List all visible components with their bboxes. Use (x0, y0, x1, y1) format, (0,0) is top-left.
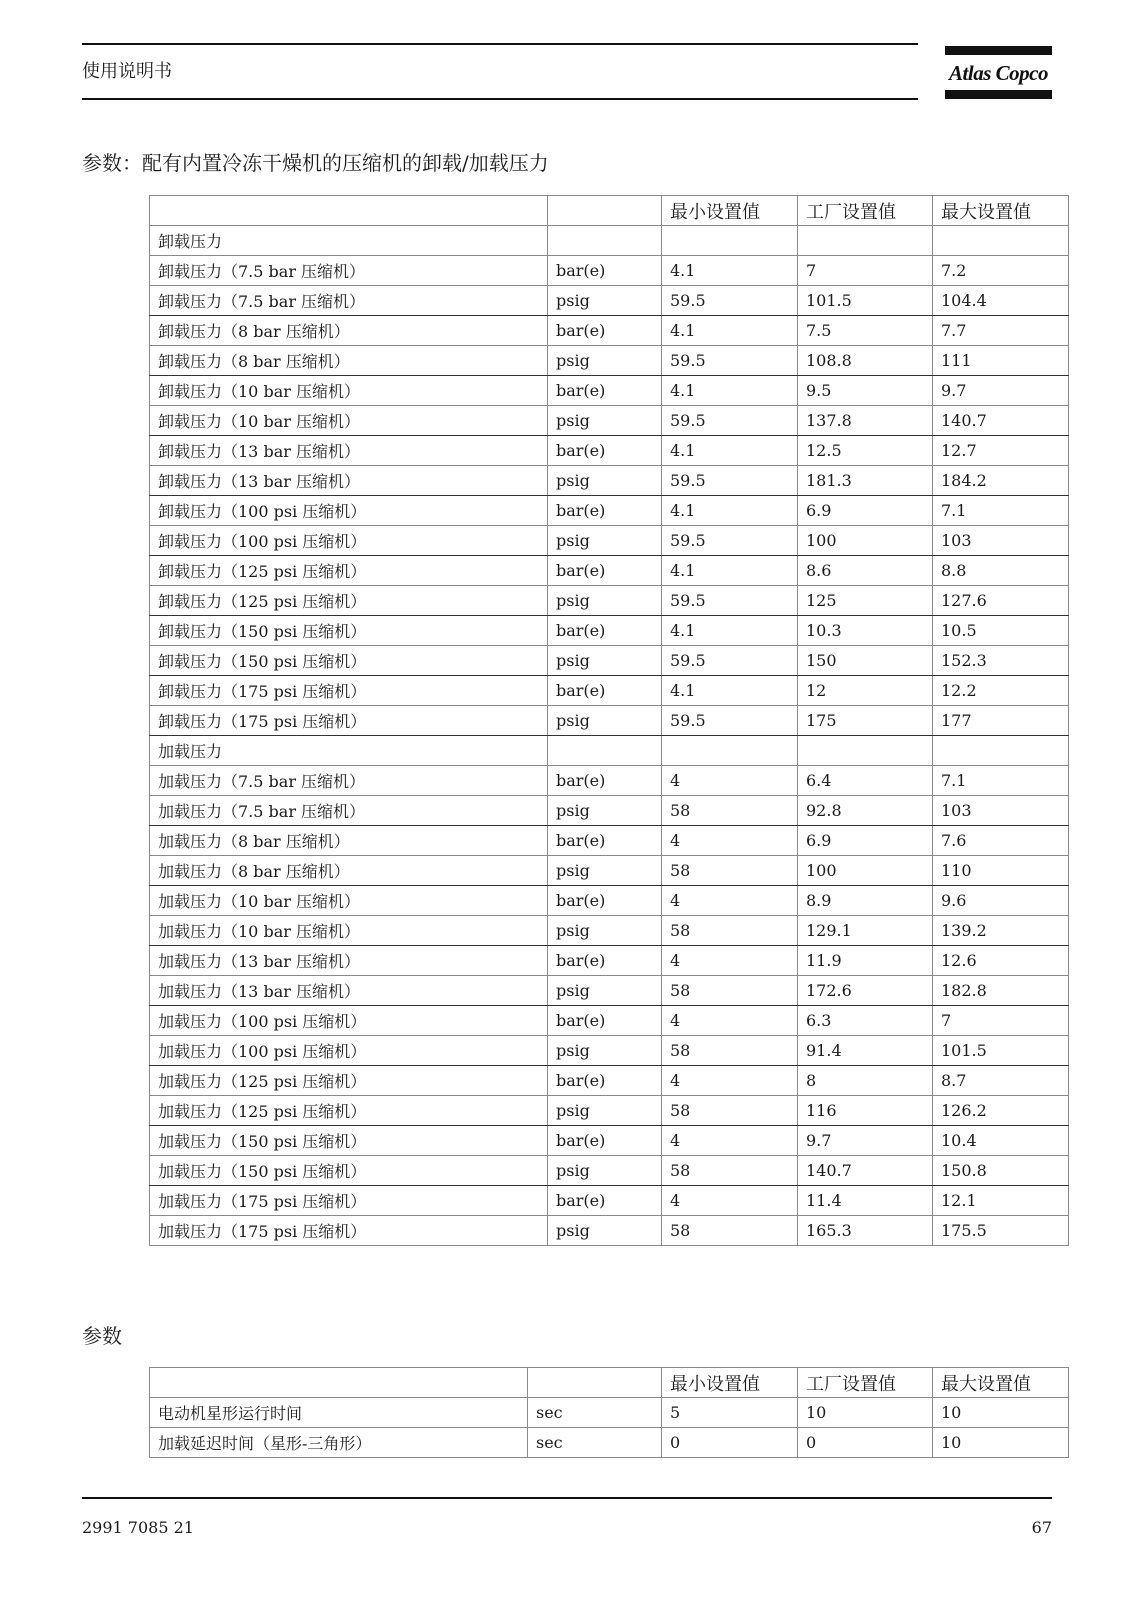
table-cell: 58 (662, 796, 798, 826)
table-cell: 4 (662, 946, 798, 976)
table-row (150, 286, 1069, 316)
section-title-unload-load-pressure: 参数：配有内置冷冻干燥机的压缩机的卸载/加载压力 (82, 151, 549, 175)
logo-top-bar (945, 46, 1052, 55)
table-cell: psig (548, 1096, 662, 1126)
table-cell: 100 (798, 856, 933, 886)
table-cell: 4 (662, 826, 798, 856)
table-row (150, 436, 1069, 466)
table-cell: 加载压力（125 psi 压缩机） (150, 1066, 548, 1096)
table-row (150, 976, 1069, 1006)
table-cell: 150.8 (933, 1156, 1069, 1186)
table-row (150, 796, 1069, 826)
table-cell: 59.5 (662, 406, 798, 436)
table-cell: 127.6 (933, 586, 1069, 616)
column-header (150, 196, 548, 226)
table-cell: bar(e) (548, 946, 662, 976)
table-cell: 加载压力（13 bar 压缩机） (150, 976, 548, 1006)
table-cell: 加载压力（150 psi 压缩机） (150, 1126, 548, 1156)
table-row (150, 1036, 1069, 1066)
table-cell: 7 (933, 1006, 1069, 1036)
table-cell: 卸载压力（125 psi 压缩机） (150, 586, 548, 616)
table-cell: 卸载压力 (150, 226, 548, 256)
table-cell: 58 (662, 1036, 798, 1066)
table-cell: 卸载压力（125 psi 压缩机） (150, 556, 548, 586)
table-cell: 4 (662, 766, 798, 796)
table-cell: 加载压力（175 psi 压缩机） (150, 1186, 548, 1216)
table-cell: 8.6 (798, 556, 933, 586)
table-cell: bar(e) (548, 1066, 662, 1096)
table-cell: 125 (798, 586, 933, 616)
table-cell: 8.9 (798, 886, 933, 916)
table-cell: 137.8 (798, 406, 933, 436)
atlas-copco-logo (945, 46, 1052, 101)
section-title-parameters: 参数 (82, 1324, 122, 1348)
unload-load-pressure-table (149, 195, 1069, 1246)
table-row (150, 406, 1069, 436)
table-cell (662, 736, 798, 766)
table-row (150, 1428, 1069, 1458)
table-cell: psig (548, 286, 662, 316)
table-cell: 9.7 (798, 1126, 933, 1156)
table-cell: 58 (662, 916, 798, 946)
table-cell: psig (548, 706, 662, 736)
table-cell: 0 (662, 1428, 798, 1458)
table-cell: 10 (933, 1398, 1069, 1428)
table-cell: 6.4 (798, 766, 933, 796)
table-cell: 177 (933, 706, 1069, 736)
table-row (150, 316, 1069, 346)
table-cell: 4 (662, 1126, 798, 1156)
table-cell: 卸载压力（175 psi 压缩机） (150, 676, 548, 706)
table-cell: 59.5 (662, 706, 798, 736)
table-cell: 10.3 (798, 616, 933, 646)
table-row (150, 526, 1069, 556)
column-header: 最小设置值 (662, 1368, 798, 1398)
table-cell: 101.5 (933, 1036, 1069, 1066)
table-cell: 184.2 (933, 466, 1069, 496)
table-cell: 104.4 (933, 286, 1069, 316)
table-cell: 加载延迟时间（星形-三角形） (150, 1428, 528, 1458)
table-cell (798, 226, 933, 256)
table-cell: 7.2 (933, 256, 1069, 286)
table-cell: 7.1 (933, 766, 1069, 796)
table-cell: psig (548, 466, 662, 496)
table-cell: 5 (662, 1398, 798, 1428)
table-header-row (150, 1368, 1069, 1398)
table-row (150, 496, 1069, 526)
table-cell: 58 (662, 1096, 798, 1126)
column-header: 最大设置值 (933, 1368, 1069, 1398)
table-row (150, 226, 1069, 256)
table-cell: 8.8 (933, 556, 1069, 586)
table-cell: 152.3 (933, 646, 1069, 676)
table-cell: bar(e) (548, 1186, 662, 1216)
table-cell: 4 (662, 1066, 798, 1096)
table-cell: bar(e) (548, 436, 662, 466)
table-row (150, 856, 1069, 886)
table-cell: sec (528, 1398, 662, 1428)
table-cell: 58 (662, 976, 798, 1006)
table-cell: 卸载压力（8 bar 压缩机） (150, 346, 548, 376)
logo-bottom-bar (945, 90, 1052, 99)
table-cell: 11.4 (798, 1186, 933, 1216)
table-cell: bar(e) (548, 556, 662, 586)
footer-rule (82, 1497, 1052, 1499)
table-row (150, 946, 1069, 976)
table-cell: 电动机星形运行时间 (150, 1398, 528, 1428)
table-row (150, 466, 1069, 496)
table-row (150, 1186, 1069, 1216)
table-cell: 10.5 (933, 616, 1069, 646)
table-cell: psig (548, 856, 662, 886)
document-number: 2991 7085 21 (82, 1518, 194, 1537)
table-row (150, 766, 1069, 796)
table-cell (548, 736, 662, 766)
table-cell: 103 (933, 526, 1069, 556)
table-cell: 4.1 (662, 436, 798, 466)
table-cell: 4 (662, 886, 798, 916)
table-row (150, 916, 1069, 946)
table-cell: 加载压力（7.5 bar 压缩机） (150, 766, 548, 796)
table-cell: 59.5 (662, 526, 798, 556)
table-cell: 加载压力（100 psi 压缩机） (150, 1006, 548, 1036)
table-cell: 10 (798, 1398, 933, 1428)
table-cell: 111 (933, 346, 1069, 376)
table-cell: 59.5 (662, 586, 798, 616)
table-cell: 4 (662, 1186, 798, 1216)
table-cell: psig (548, 526, 662, 556)
table-cell: 12 (798, 676, 933, 706)
table-row (150, 736, 1069, 766)
column-header: 最大设置值 (933, 196, 1069, 226)
table-cell: 59.5 (662, 466, 798, 496)
table-cell: 91.4 (798, 1036, 933, 1066)
table-cell: 加载压力（13 bar 压缩机） (150, 946, 548, 976)
table-row (150, 676, 1069, 706)
table-cell: psig (548, 346, 662, 376)
table-cell: 129.1 (798, 916, 933, 946)
table-row (150, 1156, 1069, 1186)
table-cell: 加载压力 (150, 736, 548, 766)
table-row (150, 256, 1069, 286)
table-cell: sec (528, 1428, 662, 1458)
table-cell: 58 (662, 1156, 798, 1186)
table-cell: 11.9 (798, 946, 933, 976)
table-cell: 9.5 (798, 376, 933, 406)
table-cell: 4.1 (662, 616, 798, 646)
table-cell: 卸载压力（13 bar 压缩机） (150, 466, 548, 496)
table-cell (933, 226, 1069, 256)
column-header: 最小设置值 (662, 196, 798, 226)
page-number: 67 (1031, 1518, 1052, 1537)
table-row (150, 1126, 1069, 1156)
table-row (150, 616, 1069, 646)
table-cell: 加载压力（7.5 bar 压缩机） (150, 796, 548, 826)
table-cell: 9.7 (933, 376, 1069, 406)
table-cell: 9.6 (933, 886, 1069, 916)
table-cell: bar(e) (548, 676, 662, 706)
table-cell: psig (548, 1216, 662, 1246)
table-cell (798, 736, 933, 766)
table-cell: 卸载压力（100 psi 压缩机） (150, 526, 548, 556)
table-row (150, 1066, 1069, 1096)
table-cell: 卸载压力（100 psi 压缩机） (150, 496, 548, 526)
table-cell: 172.6 (798, 976, 933, 1006)
table-row (150, 346, 1069, 376)
table-cell: 7.6 (933, 826, 1069, 856)
column-header (150, 1368, 528, 1398)
table-cell: 卸载压力（150 psi 压缩机） (150, 646, 548, 676)
table-row (150, 556, 1069, 586)
table-row (150, 706, 1069, 736)
table-cell: 卸载压力（175 psi 压缩机） (150, 706, 548, 736)
table-cell: psig (548, 796, 662, 826)
logo-wordmark: Atlas Copco (949, 61, 1048, 85)
table-cell: 4.1 (662, 676, 798, 706)
table-row (150, 586, 1069, 616)
table-cell: 59.5 (662, 286, 798, 316)
table-cell: 103 (933, 796, 1069, 826)
table-cell: 加载压力（125 psi 压缩机） (150, 1096, 548, 1126)
table-cell: 110 (933, 856, 1069, 886)
table-cell: 175 (798, 706, 933, 736)
table-cell: 卸载压力（10 bar 压缩机） (150, 376, 548, 406)
document-title: 使用说明书 (82, 61, 172, 82)
table-cell: 59.5 (662, 346, 798, 376)
table-cell: 6.9 (798, 826, 933, 856)
parameters-table (149, 1367, 1069, 1458)
table-cell: 4 (662, 1006, 798, 1036)
table-cell: 6.9 (798, 496, 933, 526)
table-cell: 卸载压力（13 bar 压缩机） (150, 436, 548, 466)
table-header-row (150, 196, 1069, 226)
table-cell: 卸载压力（7.5 bar 压缩机） (150, 256, 548, 286)
table-cell: 加载压力（10 bar 压缩机） (150, 916, 548, 946)
table-cell: psig (548, 976, 662, 1006)
table-cell: 10.4 (933, 1126, 1069, 1156)
table-cell: 卸载压力（8 bar 压缩机） (150, 316, 548, 346)
table-row (150, 1096, 1069, 1126)
table-cell: 126.2 (933, 1096, 1069, 1126)
table-cell: 140.7 (798, 1156, 933, 1186)
table-cell: 8.7 (933, 1066, 1069, 1096)
column-header: 工厂设置值 (798, 196, 933, 226)
table-cell: 175.5 (933, 1216, 1069, 1246)
table-cell: 108.8 (798, 346, 933, 376)
table-cell: 4.1 (662, 256, 798, 286)
table-cell: 59.5 (662, 646, 798, 676)
table-cell: bar(e) (548, 886, 662, 916)
table-cell: bar(e) (548, 496, 662, 526)
table-cell: 加载压力（150 psi 压缩机） (150, 1156, 548, 1186)
table-cell: 加载压力（8 bar 压缩机） (150, 826, 548, 856)
column-header (548, 196, 662, 226)
table-cell: 140.7 (933, 406, 1069, 436)
table-cell: 卸载压力（7.5 bar 压缩机） (150, 286, 548, 316)
table-cell: 7.1 (933, 496, 1069, 526)
table-cell: bar(e) (548, 376, 662, 406)
table-cell (933, 736, 1069, 766)
table-cell: 4.1 (662, 496, 798, 526)
table-cell: psig (548, 916, 662, 946)
table-cell: psig (548, 586, 662, 616)
table-cell (548, 226, 662, 256)
table-cell: 101.5 (798, 286, 933, 316)
table-cell: 7 (798, 256, 933, 286)
table-cell: 12.5 (798, 436, 933, 466)
table-cell: 6.3 (798, 1006, 933, 1036)
table-cell: 0 (798, 1428, 933, 1458)
table-cell: 4.1 (662, 316, 798, 346)
table-cell: 92.8 (798, 796, 933, 826)
table-cell: 58 (662, 1216, 798, 1246)
table-cell: psig (548, 1036, 662, 1066)
table-cell: 7.5 (798, 316, 933, 346)
table-cell: 182.8 (933, 976, 1069, 1006)
table-cell: 加载压力（175 psi 压缩机） (150, 1216, 548, 1246)
table-row (150, 886, 1069, 916)
table-cell: 4.1 (662, 556, 798, 586)
header-bottom-rule (82, 98, 918, 100)
table-cell: 卸载压力（150 psi 压缩机） (150, 616, 548, 646)
table-cell: 58 (662, 856, 798, 886)
table-cell: bar(e) (548, 826, 662, 856)
table-cell: 12.2 (933, 676, 1069, 706)
table-cell: psig (548, 1156, 662, 1186)
table-cell: bar(e) (548, 316, 662, 346)
table-cell: 加载压力（100 psi 压缩机） (150, 1036, 548, 1066)
table-cell: 4.1 (662, 376, 798, 406)
table-row (150, 646, 1069, 676)
column-header: 工厂设置值 (798, 1368, 933, 1398)
table-cell: 7.7 (933, 316, 1069, 346)
table-row (150, 1216, 1069, 1246)
table-cell: 116 (798, 1096, 933, 1126)
table-cell: bar(e) (548, 616, 662, 646)
table-cell: 加载压力（8 bar 压缩机） (150, 856, 548, 886)
table-cell: 181.3 (798, 466, 933, 496)
table-cell: bar(e) (548, 766, 662, 796)
table-cell: 150 (798, 646, 933, 676)
table-cell: 12.1 (933, 1186, 1069, 1216)
table-cell: 8 (798, 1066, 933, 1096)
table-cell: 12.7 (933, 436, 1069, 466)
table-cell: 卸载压力（10 bar 压缩机） (150, 406, 548, 436)
table-cell: 10 (933, 1428, 1069, 1458)
table-cell: 139.2 (933, 916, 1069, 946)
table-cell: bar(e) (548, 1006, 662, 1036)
table-cell: psig (548, 646, 662, 676)
table-cell: 加载压力（10 bar 压缩机） (150, 886, 548, 916)
table-cell: 165.3 (798, 1216, 933, 1246)
table-cell: bar(e) (548, 1126, 662, 1156)
table-row (150, 826, 1069, 856)
table-cell (662, 226, 798, 256)
table-row (150, 376, 1069, 406)
table-row (150, 1006, 1069, 1036)
table-cell: 100 (798, 526, 933, 556)
table-cell: 12.6 (933, 946, 1069, 976)
table-cell: bar(e) (548, 256, 662, 286)
table-row (150, 1398, 1069, 1428)
header-top-rule (82, 43, 918, 45)
column-header (528, 1368, 662, 1398)
table-cell: psig (548, 406, 662, 436)
